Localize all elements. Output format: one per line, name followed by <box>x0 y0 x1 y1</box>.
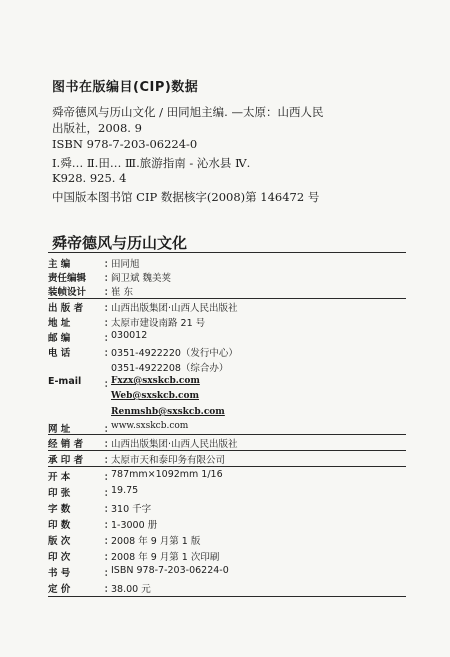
divider <box>48 434 406 435</box>
website-link[interactable]: www.sxskcb.com <box>111 421 189 431</box>
field-value: 030012 <box>111 330 148 341</box>
cip-line-isbn: ISBN 978-7-203-06224-0 <box>52 137 198 151</box>
cip-heading: 图书在版编目(CIP)数据 <box>52 80 199 95</box>
divider <box>48 466 406 467</box>
field-value: 1-3000 册 <box>111 520 158 531</box>
field-label: 印 次 <box>48 552 71 563</box>
field-value: 0351-4922220（发行中心） <box>111 348 238 359</box>
field-label: 印 数 <box>48 520 71 531</box>
field-value: 2008 年 9 月第 1 次印刷 <box>111 552 220 563</box>
field-value: 太原市建设南路 21 号 <box>111 318 206 329</box>
field-label: 装帧设计 <box>48 287 87 298</box>
field-label: 定 价 <box>48 584 71 595</box>
book-title: 舜帝德风与历山文化 <box>52 234 188 252</box>
cip-line-record: 中国版本图书馆 CIP 数据核字(2008)第 146472 号 <box>52 190 320 204</box>
field-label: 经 销 者 <box>48 439 84 450</box>
field-label: 印 张 <box>48 488 71 499</box>
field-label: E-mail <box>48 376 82 387</box>
field-label: 出 版 者 <box>48 303 84 314</box>
email-link[interactable]: Renmshb@sxskcb.com <box>111 407 225 417</box>
colon: ： <box>104 287 114 298</box>
field-value: 山西出版集团·山西人民出版社 <box>111 439 238 450</box>
colon: ： <box>104 348 114 359</box>
cip-line-publisher: 出版社，2008. 9 <box>52 121 142 135</box>
field-label: 邮 编 <box>48 333 71 344</box>
field-label: 地 址 <box>48 318 71 329</box>
divider <box>48 252 406 253</box>
colon: ： <box>104 318 114 329</box>
colon: ： <box>104 439 114 450</box>
field-label: 主 编 <box>48 259 71 270</box>
field-label: 责任编辑 <box>48 273 87 284</box>
field-label: 字 数 <box>48 504 71 515</box>
field-label: 电 话 <box>48 348 71 359</box>
field-value: 山西出版集团·山西人民出版社 <box>111 303 238 314</box>
cip-line-classification: K928. 925. 4 <box>52 171 127 185</box>
colon: ： <box>104 333 114 344</box>
divider <box>48 596 406 597</box>
field-value: 19.75 <box>111 485 139 496</box>
field-label: 开 本 <box>48 472 71 483</box>
colon: ： <box>104 488 114 499</box>
field-value: 阎卫斌 魏美荚 <box>111 273 172 284</box>
colon: ： <box>104 536 114 547</box>
field-label: 书 号 <box>48 568 71 579</box>
field-value: 787mm×1092mm 1/16 <box>111 469 223 480</box>
email-link[interactable]: Fxzx@sxskcb.com <box>111 376 200 386</box>
divider <box>48 450 406 451</box>
field-label: 网 址 <box>48 424 71 435</box>
cip-line-subjects: Ⅰ.舜… Ⅱ.田… Ⅲ.旅游指南 - 沁水县 Ⅳ. <box>52 156 251 170</box>
field-value: 田同旭 <box>111 259 140 270</box>
colon: ： <box>104 584 114 595</box>
colon: ： <box>104 568 114 579</box>
field-value: 2008 年 9 月第 1 版 <box>111 536 201 547</box>
colon: ： <box>104 504 114 515</box>
field-value: ISBN 978-7-203-06224-0 <box>111 565 229 576</box>
cip-line-title: 舜帝德风与历山文化 / 田同旭主编. —太原：山西人民 <box>52 105 324 119</box>
colon: ： <box>104 379 114 390</box>
colon: ： <box>104 259 114 270</box>
colon: ： <box>104 303 114 314</box>
field-value: 崔 东 <box>111 287 134 298</box>
field-label: 承 印 者 <box>48 455 84 466</box>
colon: ： <box>104 424 114 435</box>
field-value: 38.00 元 <box>111 584 151 595</box>
field-value: 0351-4922208（综合办） <box>111 363 229 374</box>
colon: ： <box>104 455 114 466</box>
colon: ： <box>104 472 114 483</box>
field-value: 太原市天和泰印务有限公司 <box>111 455 226 466</box>
email-link[interactable]: Web@sxskcb.com <box>111 391 200 401</box>
colon: ： <box>104 273 114 284</box>
divider <box>48 298 406 299</box>
field-value: 310 千字 <box>111 504 152 515</box>
colon: ： <box>104 520 114 531</box>
colon: ： <box>104 552 114 563</box>
field-label: 版 次 <box>48 536 71 547</box>
